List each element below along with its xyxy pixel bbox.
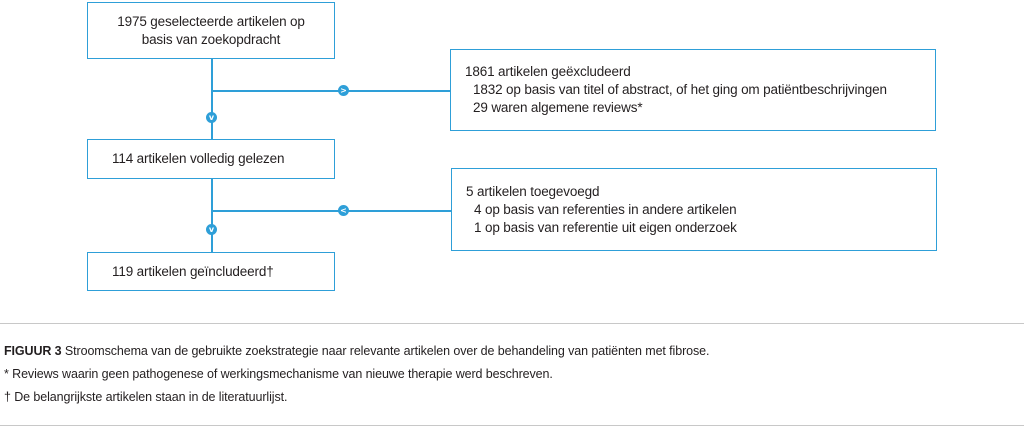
footnote-reviews: * Reviews waarin geen pathogenese of werkingsmechanisme van nieuwe therapie werd beschreven. (4, 367, 553, 381)
selected-articles-box (87, 2, 335, 59)
connector-from-added (211, 210, 451, 212)
excluded-title: 1861 artikelen geëxcludeerd (465, 64, 631, 79)
arrow-down-icon: v (206, 112, 217, 123)
added-title: 5 artikelen toegevoegd (466, 183, 600, 199)
connector-vertical-bottom (211, 179, 213, 252)
selected-articles-line-1: 1975 geselecteerde artikelen op (117, 13, 305, 29)
excluded-box (450, 49, 936, 131)
fully-read-box (87, 139, 335, 179)
added-item: 1 op basis van referentie uit eigen onderzoek (474, 219, 737, 235)
connector-vertical-top (211, 59, 213, 139)
fully-read-text: 114 artikelen volledig gelezen (112, 151, 285, 166)
added-item: 4 op basis van referenties in andere artikelen (474, 201, 737, 217)
connector-to-excluded (211, 90, 450, 92)
caption-top-rule (0, 323, 1024, 324)
included-box (87, 252, 335, 291)
excluded-item: 1832 op basis van titel of abstract, of het ging om patiëntbeschrijvingen (473, 82, 887, 97)
caption-bottom-rule (0, 425, 1024, 426)
arrow-down-icon: v (206, 224, 217, 235)
added-box (451, 168, 937, 251)
included-text: 119 artikelen geïncludeerd† (112, 263, 274, 279)
figure-caption (4, 342, 709, 360)
figure-label: FIGUUR 3 (4, 344, 62, 358)
figure-caption-text: Stroomschema van de gebruikte zoekstrategie naar relevante artikelen over de behandeling van patiënten met fibrose. (61, 344, 710, 358)
footnote-literature: † De belangrijkste artikelen staan in de literatuurlijst. (4, 390, 288, 404)
arrow-left-icon: < (338, 205, 349, 216)
arrow-right-icon: > (338, 85, 349, 96)
selected-articles-line-2: basis van zoekopdracht (141, 31, 281, 47)
excluded-item: 29 waren algemene reviews* (473, 100, 643, 115)
